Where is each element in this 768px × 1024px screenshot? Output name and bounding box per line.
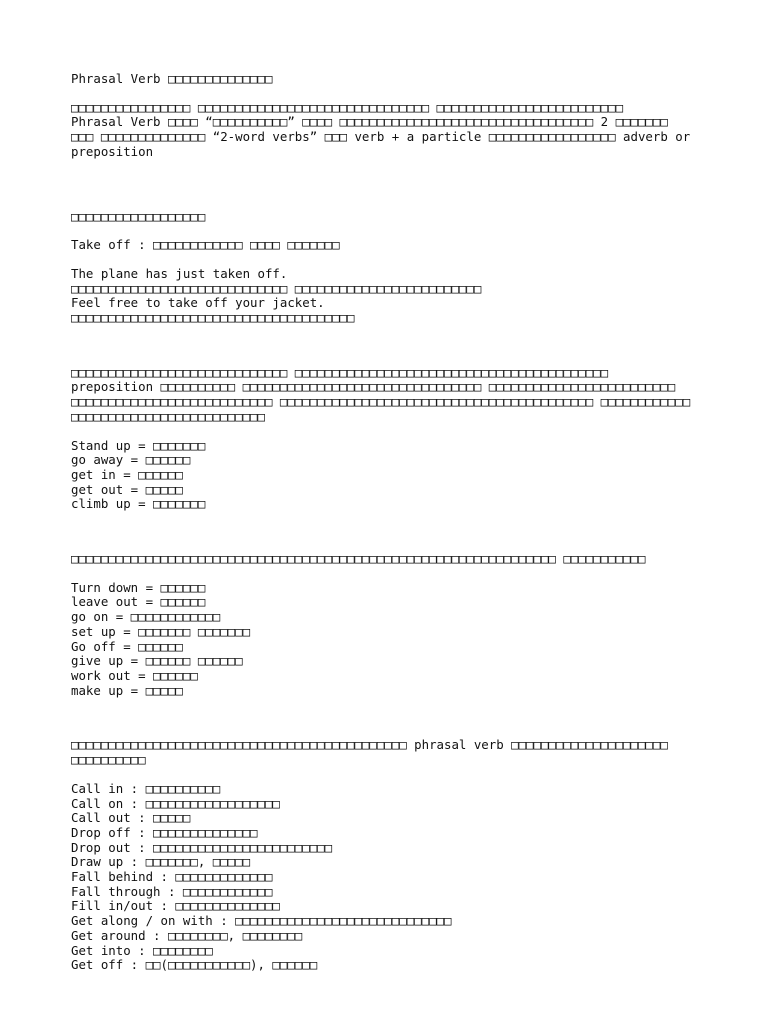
list-item: Get along / on with : □□□□□□□□□□□□□□□□□□□□□□□□□□□□□ bbox=[71, 913, 452, 929]
paragraph-line: □□□□□□□□□□ bbox=[71, 752, 146, 768]
list-item: give up = □□□□□□ □□□□□□ bbox=[71, 653, 243, 669]
section4-paragraph bbox=[71, 738, 711, 767]
list-item: Call on : □□□□□□□□□□□□□□□□□□ bbox=[71, 795, 280, 811]
intro-line: □□□□□□□□□□□□□□□□ □□□□□□□□□□□□□□□□□□□□□□□□□□□□□□□ □□□□□□□□□□□□□□□□□□□□□□□□□ bbox=[71, 99, 624, 115]
intro-line: preposition bbox=[71, 143, 154, 159]
list-item: Drop off : □□□□□□□□□□□□□□ bbox=[71, 824, 258, 840]
paragraph-line: □□□□□□□□□□□□□□□□□□□□□□□□□□ bbox=[71, 408, 265, 424]
paragraph-line: preposition □□□□□□□□□□ □□□□□□□□□□□□□□□□□□□□□□□□□□□□□□□□ □□□□□□□□□□□□□□□□□□□□□□□□□ bbox=[71, 379, 676, 395]
list-item: Call out : □□□□□ bbox=[71, 810, 191, 826]
list-item: get in = □□□□□□ bbox=[71, 466, 183, 482]
list-item: get out = □□□□□ bbox=[71, 481, 183, 497]
document-title: Phrasal Verb □□□□□□□□□□□□□□ bbox=[71, 71, 273, 86]
section2-list bbox=[71, 439, 711, 513]
list-item: Get around : □□□□□□□□, □□□□□□□□ bbox=[71, 927, 303, 943]
list-item: Get off : □□(□□□□□□□□□□□), □□□□□□ bbox=[71, 957, 318, 973]
section1-heading: □□□□□□□□□□□□□□□□□□ bbox=[71, 208, 206, 224]
list-item: set up = □□□□□□□ □□□□□□□ bbox=[71, 623, 251, 639]
list-item: go away = □□□□□□ bbox=[71, 452, 191, 468]
document-page bbox=[71, 72, 711, 973]
list-item: Get into : □□□□□□□□ bbox=[71, 942, 213, 958]
list-item: Fill in/out : □□□□□□□□□□□□□□ bbox=[71, 898, 280, 914]
paragraph-line: □□□□□□□□□□□□□□□□□□□□□□□□□□□ □□□□□□□□□□□□□□□□□□□□□□□□□□□□□□□□□□□□□□□□□□ □□□□□□□□□□□□ bbox=[71, 394, 691, 410]
list-item: make up = □□□□□ bbox=[71, 682, 183, 698]
section3-list bbox=[71, 581, 711, 699]
section1-term: Take off : □□□□□□□□□□□□ □□□□ □□□□□□□ bbox=[71, 237, 340, 253]
list-item: Fall behind : □□□□□□□□□□□□□ bbox=[71, 869, 273, 885]
intro-line: □□□ □□□□□□□□□□□□□□ “2-word verbs” □□□ verb + a particle □□□□□□□□□□□□□□□□□ adverb or bbox=[71, 129, 691, 145]
intro-line: Phrasal Verb □□□□ “□□□□□□□□□□” □□□□ □□□□□□□□□□□□□□□□□□□□□□□□□□□□□□□□□□ 2 □□□□□□□ bbox=[71, 114, 668, 130]
list-item: Turn down = □□□□□□ bbox=[71, 579, 206, 595]
example-line: □□□□□□□□□□□□□□□□□□□□□□□□□□□□□ □□□□□□□□□□□□□□□□□□□□□□□□□ bbox=[71, 280, 482, 296]
section4-list bbox=[71, 782, 711, 973]
list-item: work out = □□□□□□ bbox=[71, 667, 198, 683]
intro-paragraph bbox=[71, 101, 711, 160]
example-line: The plane has just taken off. bbox=[71, 265, 288, 281]
section2-paragraph bbox=[71, 366, 711, 425]
list-item: Fall through : □□□□□□□□□□□□ bbox=[71, 883, 273, 899]
example-line: □□□□□□□□□□□□□□□□□□□□□□□□□□□□□□□□□□□□□□ bbox=[71, 310, 355, 326]
list-item: Call in : □□□□□□□□□□ bbox=[71, 780, 221, 796]
section1-examples bbox=[71, 267, 711, 326]
paragraph-line: □□□□□□□□□□□□□□□□□□□□□□□□□□□□□□□□□□□□□□□□□□□□□□□□□□□□□□□□□□□□□□□□□ □□□□□□□□□□□ bbox=[71, 551, 646, 567]
list-item: leave out = □□□□□□ bbox=[71, 594, 206, 610]
list-item: Draw up : □□□□□□□, □□□□□ bbox=[71, 854, 251, 870]
list-item: go on = □□□□□□□□□□□□ bbox=[71, 609, 221, 625]
example-line: Feel free to take off your jacket. bbox=[71, 295, 325, 311]
list-item: Go off = □□□□□□ bbox=[71, 638, 183, 654]
list-item: climb up = □□□□□□□ bbox=[71, 496, 206, 512]
list-item: Stand up = □□□□□□□ bbox=[71, 437, 206, 453]
paragraph-line: □□□□□□□□□□□□□□□□□□□□□□□□□□□□□ □□□□□□□□□□□□□□□□□□□□□□□□□□□□□□□□□□□□□□□□□□ bbox=[71, 364, 609, 380]
list-item: Drop out : □□□□□□□□□□□□□□□□□□□□□□□□ bbox=[71, 839, 333, 855]
section3-paragraph bbox=[71, 552, 711, 567]
paragraph-line: □□□□□□□□□□□□□□□□□□□□□□□□□□□□□□□□□□□□□□□□□□□□□ phrasal verb □□□□□□□□□□□□□□□□□□□□□ bbox=[71, 737, 668, 753]
